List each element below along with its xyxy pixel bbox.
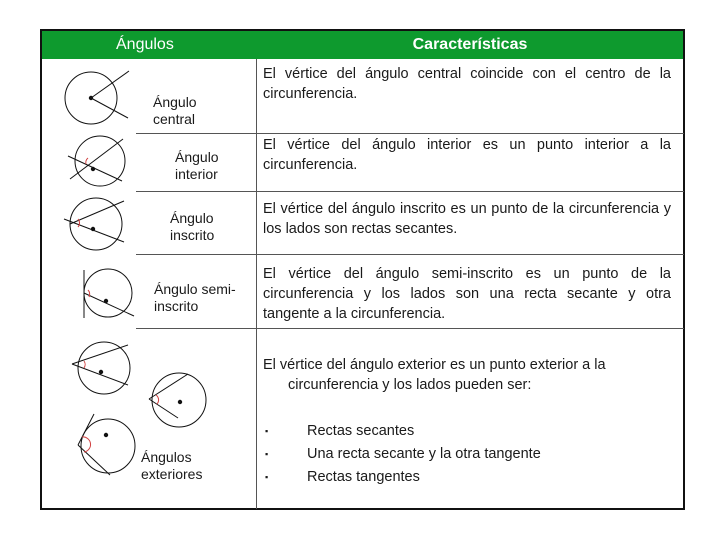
description-line: circunferencia y los lados pueden ser: xyxy=(288,377,532,393)
inscribed-angle-diagram xyxy=(64,198,124,250)
list-item xyxy=(263,419,541,442)
label-line: Ángulo xyxy=(170,210,214,226)
bullet-square-icon: ▪ xyxy=(265,471,269,482)
exterior-angle-secant-tangent-diagram xyxy=(149,373,206,427)
header-caracteristicas-text: Características xyxy=(412,35,528,53)
label-angulos-exteriores xyxy=(141,449,202,483)
exterior-angle-secants-diagram xyxy=(72,342,130,394)
label-line: Ángulo xyxy=(153,94,197,110)
label-line: Ángulo semi- xyxy=(154,281,236,297)
list-item xyxy=(263,465,541,488)
label-angulo-interior xyxy=(175,149,219,183)
option-text: Rectas secantes xyxy=(307,422,415,439)
label-line: exteriores xyxy=(141,466,203,482)
option-text: Rectas tangentes xyxy=(307,468,420,485)
label-angulo-semi-inscrito xyxy=(154,281,236,315)
label-line: inscrito xyxy=(154,298,199,314)
description-interior: El vértice del ángulo interior es un punto interior a la circunferencia. xyxy=(263,137,671,173)
label-line: interior xyxy=(175,166,218,182)
label-angulo-inscrito xyxy=(170,210,214,244)
description-exteriores xyxy=(263,355,671,395)
semi-inscribed-angle-diagram xyxy=(84,269,134,318)
exterior-options-list xyxy=(263,419,541,488)
interior-angle-diagram xyxy=(68,136,125,186)
label-angulo-central xyxy=(153,94,197,128)
label-line: inscrito xyxy=(170,227,215,243)
bullet-square-icon: ▪ xyxy=(265,448,269,459)
label-line: central xyxy=(153,111,196,127)
label-line: Ángulos xyxy=(141,449,192,465)
description-semi-inscrito: El vértice del ángulo semi-inscrito es un punto de la circunferencia y los lados son una recta secante y otra tangente a la circunferencia. xyxy=(263,266,671,322)
exterior-angle-tangents-diagram xyxy=(78,414,135,475)
description-inscrito: El vértice del ángulo inscrito es un punto de la circunferencia y los lados son rectas secantes. xyxy=(263,201,671,237)
label-line: Ángulo xyxy=(175,149,219,165)
bullet-square-icon: ▪ xyxy=(265,425,269,436)
option-text: Una recta secante y la otra tangente xyxy=(307,445,541,462)
header-angulos-text: Ángulos xyxy=(116,35,174,53)
description-central: El vértice del ángulo central coincide con el centro de la circunferencia. xyxy=(263,66,671,102)
central-angle-diagram xyxy=(65,71,129,124)
list-item xyxy=(263,442,541,465)
description-line: El vértice del ángulo exterior es un punto exterior a la xyxy=(263,357,606,373)
